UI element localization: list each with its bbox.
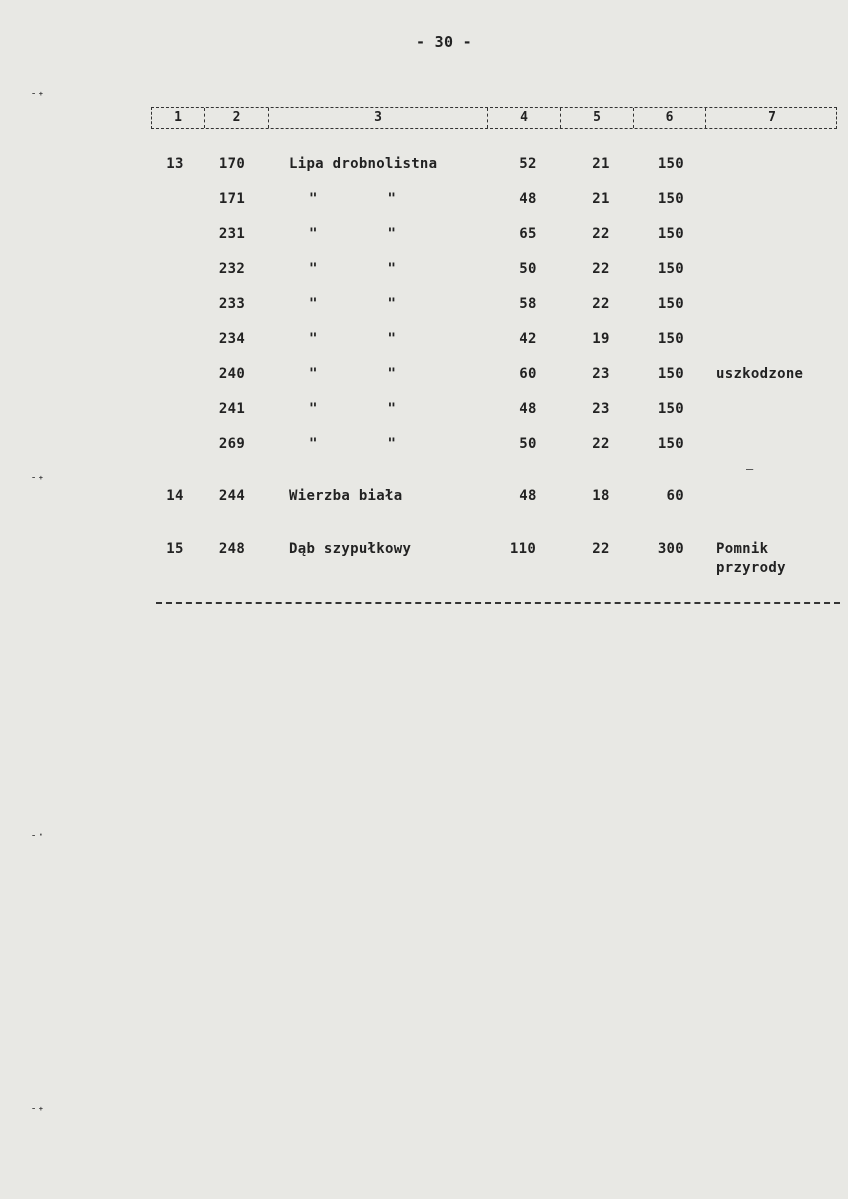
cell-number: 170	[218, 156, 246, 172]
header-cell-7: 7	[768, 110, 776, 125]
cell-col6: 150	[657, 226, 684, 242]
cell-species: Dąb szypułkowy	[289, 541, 412, 557]
cell-col5: 21	[592, 156, 610, 172]
cell-col6: 150	[657, 156, 684, 172]
cell-species-ditto: " "	[309, 261, 397, 277]
page-number: - 30 -	[416, 33, 472, 51]
cell-col6: 150	[657, 401, 684, 417]
cell-col5: 21	[592, 191, 610, 207]
cell-note-line2: przyrody	[716, 560, 786, 576]
header-cell-4: 4	[488, 108, 561, 128]
cell-col5: 19	[592, 331, 610, 347]
header-cell-6: 6	[634, 108, 706, 128]
cell-number: 241	[218, 401, 246, 417]
cell-col6: 150	[657, 366, 684, 382]
margin-mark: ˗˖	[30, 1101, 45, 1115]
cell-species-ditto: " "	[309, 331, 397, 347]
cell-number: 171	[218, 191, 246, 207]
cell-number: 248	[218, 541, 246, 557]
cell-col6: 300	[657, 541, 684, 557]
cell-species-ditto: " "	[309, 401, 397, 417]
table-header	[151, 107, 837, 129]
table-bottom-rule	[156, 602, 840, 604]
cell-col6: 150	[657, 191, 684, 207]
cell-note: Pomnik	[716, 541, 769, 557]
cell-col5: 22	[592, 541, 610, 557]
cell-col6: 150	[657, 296, 684, 312]
cell-species-ditto: " "	[309, 226, 397, 242]
cell-col6: 150	[657, 436, 684, 452]
cell-col5: 23	[592, 366, 610, 382]
cell-species-ditto: " "	[309, 436, 397, 452]
cell-species: Lipa drobnolistna	[289, 156, 438, 172]
cell-number: 269	[218, 436, 246, 452]
cell-col4: 58	[519, 296, 537, 312]
cell-species: Wierzba biała	[289, 488, 403, 504]
cell-col4: 48	[519, 191, 537, 207]
cell-group: 14	[166, 488, 184, 504]
cell-col4: 52	[519, 156, 537, 172]
margin-mark: ˗˖	[30, 86, 45, 100]
cell-number: 240	[218, 366, 246, 382]
margin-mark: —	[746, 462, 754, 476]
cell-number: 234	[218, 331, 246, 347]
cell-col5: 18	[592, 488, 610, 504]
cell-species-ditto: " "	[309, 366, 397, 382]
cell-col4: 110	[509, 541, 537, 557]
header-cell-2: 2	[205, 108, 269, 128]
cell-col4: 50	[519, 261, 537, 277]
margin-mark: ˗·	[30, 828, 45, 842]
cell-col4: 50	[519, 436, 537, 452]
cell-col4: 48	[519, 488, 537, 504]
cell-col6: 60	[666, 488, 684, 504]
cell-col5: 23	[592, 401, 610, 417]
cell-species-ditto: " "	[309, 191, 397, 207]
header-cell-5: 5	[561, 108, 634, 128]
cell-col5: 22	[592, 226, 610, 242]
cell-col5: 22	[592, 261, 610, 277]
cell-col6: 150	[657, 331, 684, 347]
header-cell-1: 1	[152, 108, 205, 128]
cell-group: 13	[166, 156, 184, 172]
cell-note: uszkodzone	[716, 366, 804, 382]
cell-col4: 60	[519, 366, 537, 382]
cell-col5: 22	[592, 436, 610, 452]
cell-number: 244	[218, 488, 246, 504]
margin-mark: ˗˖	[30, 470, 45, 484]
cell-col5: 22	[592, 296, 610, 312]
cell-number: 233	[218, 296, 246, 312]
cell-number: 231	[218, 226, 246, 242]
cell-number: 232	[218, 261, 246, 277]
cell-col4: 48	[519, 401, 537, 417]
header-cell-3: 3	[269, 108, 488, 128]
cell-col6: 150	[657, 261, 684, 277]
cell-col4: 65	[519, 226, 537, 242]
cell-group: 15	[166, 541, 184, 557]
cell-species-ditto: " "	[309, 296, 397, 312]
cell-col4: 42	[519, 331, 537, 347]
